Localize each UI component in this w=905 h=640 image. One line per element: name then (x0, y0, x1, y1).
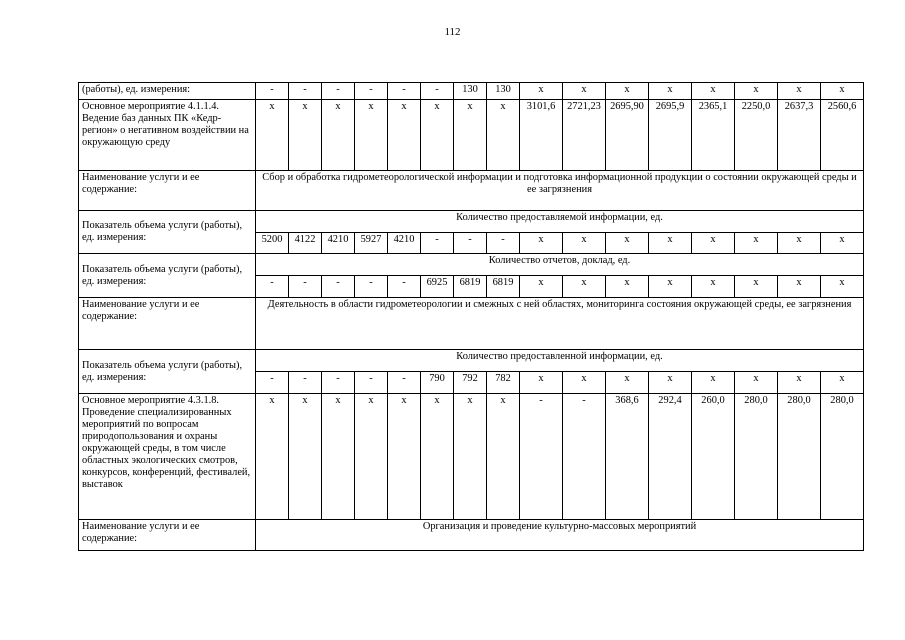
value-cell: x (355, 100, 388, 171)
value-cell: x (735, 276, 778, 298)
value-cell: - (520, 394, 563, 520)
value-cell: x (821, 83, 864, 100)
value-cell: x (821, 372, 864, 394)
value-cell: 280,0 (778, 394, 821, 520)
service-description: Организация и проведение культурно-массовых мероприятий (256, 520, 864, 551)
value-cell: x (322, 100, 355, 171)
value-cell: x (649, 372, 692, 394)
value-cell: x (735, 83, 778, 100)
value-cell: - (355, 276, 388, 298)
value-cell: x (606, 83, 649, 100)
page-number: 112 (444, 26, 461, 38)
value-cell: 280,0 (821, 394, 864, 520)
value-cell: x (692, 83, 735, 100)
value-cell: x (821, 276, 864, 298)
value-cell: 260,0 (692, 394, 735, 520)
value-cell: x (256, 100, 289, 171)
value-cell: 4122 (289, 233, 322, 254)
value-cell: 790 (421, 372, 454, 394)
value-cell: x (778, 276, 821, 298)
row-label: Основное мероприятие 4.1.1.4. Ведение баз данных ПК «Кедр-регион» о негативном воздействии на окружающую среду (79, 100, 256, 171)
value-cell: - (388, 372, 421, 394)
value-cell: 6925 (421, 276, 454, 298)
value-cell: x (454, 100, 487, 171)
value-cell: x (778, 233, 821, 254)
value-cell: - (355, 83, 388, 100)
value-cell: x (692, 233, 735, 254)
value-cell: - (421, 83, 454, 100)
value-cell: 6819 (454, 276, 487, 298)
value-cell: 2721,23 (563, 100, 606, 171)
value-cell: 292,4 (649, 394, 692, 520)
value-cell: x (735, 372, 778, 394)
value-cell: 2637,3 (778, 100, 821, 171)
table-row (79, 394, 864, 520)
value-cell: - (322, 276, 355, 298)
value-cell: - (355, 372, 388, 394)
service-label: Наименование услуги и ее содержание: (79, 520, 256, 551)
value-cell: - (256, 83, 289, 100)
value-cell: 368,6 (606, 394, 649, 520)
value-cell: x (355, 394, 388, 520)
value-cell: - (322, 372, 355, 394)
value-cell: - (388, 83, 421, 100)
value-cell: x (649, 276, 692, 298)
value-cell: x (735, 233, 778, 254)
service-row (79, 520, 864, 551)
value-cell: - (388, 276, 421, 298)
value-cell: 5927 (355, 233, 388, 254)
value-cell: 2365,1 (692, 100, 735, 171)
value-cell: x (778, 83, 821, 100)
value-cell: x (487, 394, 520, 520)
value-cell: 280,0 (735, 394, 778, 520)
value-cell: x (692, 276, 735, 298)
table-row (79, 83, 864, 100)
value-cell: 6819 (487, 276, 520, 298)
value-cell: x (256, 394, 289, 520)
value-cell: x (821, 233, 864, 254)
value-cell: x (421, 394, 454, 520)
value-cell: 2695,90 (606, 100, 649, 171)
service-description: Деятельность в области гидрометеорологии и смежных с ней областях, мониторинга состояния окружающей среды, ее загрязнения (256, 298, 864, 350)
value-cell: x (454, 394, 487, 520)
indicator-label: Показатель объема услуги (работы), ед. измерения: (79, 211, 256, 254)
service-row (79, 171, 864, 211)
value-cell: - (563, 394, 606, 520)
row-label: Основное мероприятие 4.3.1.8. Проведение специализированных мероприятий по вопросам природопользования и охраны окружающей среды, в том числе областных экологических смотров, конкурсов, конференций, фестивалей, выставок (79, 394, 256, 520)
value-cell: x (289, 394, 322, 520)
services-table (78, 82, 864, 551)
value-cell: 5200 (256, 233, 289, 254)
value-cell: x (520, 233, 563, 254)
value-cell: x (520, 276, 563, 298)
value-cell: 4210 (322, 233, 355, 254)
value-cell: - (256, 276, 289, 298)
value-cell: x (606, 276, 649, 298)
value-cell: x (606, 372, 649, 394)
value-cell: x (520, 83, 563, 100)
value-cell: x (563, 233, 606, 254)
value-cell: x (606, 233, 649, 254)
indicator-header-row (79, 211, 864, 233)
value-cell: x (649, 233, 692, 254)
value-cell: x (388, 394, 421, 520)
value-cell: - (289, 276, 322, 298)
value-cell: - (487, 233, 520, 254)
value-cell: 130 (487, 83, 520, 100)
value-cell: 792 (454, 372, 487, 394)
value-cell: - (454, 233, 487, 254)
value-cell: 2250,0 (735, 100, 778, 171)
value-cell: x (520, 372, 563, 394)
value-cell: 2560,6 (821, 100, 864, 171)
indicator-header: Количество отчетов, доклад, ед. (256, 254, 864, 276)
value-cell: - (289, 372, 322, 394)
service-row (79, 298, 864, 350)
value-cell: - (289, 83, 322, 100)
value-cell: x (692, 372, 735, 394)
service-description: Сбор и обработка гидрометеорологической информации и подготовка информационной продукции о состоянии окружающей среды и ее загрязнения (256, 171, 864, 211)
value-cell: - (421, 233, 454, 254)
service-label: Наименование услуги и ее содержание: (79, 171, 256, 211)
value-cell: x (421, 100, 454, 171)
value-cell: - (322, 83, 355, 100)
service-label: Наименование услуги и ее содержание: (79, 298, 256, 350)
value-cell: x (388, 100, 421, 171)
indicator-header: Количество предоставленной информации, ед. (256, 350, 864, 372)
value-cell: 2695,9 (649, 100, 692, 171)
value-cell: x (563, 276, 606, 298)
value-cell: x (778, 372, 821, 394)
value-cell: x (563, 372, 606, 394)
indicator-header-row (79, 350, 864, 372)
indicator-label: Показатель объема услуги (работы), ед. измерения: (79, 350, 256, 394)
value-cell: 130 (454, 83, 487, 100)
indicator-label: Показатель объема услуги (работы), ед. измерения: (79, 254, 256, 298)
indicator-header-row (79, 254, 864, 276)
value-cell: x (649, 83, 692, 100)
value-cell: x (487, 100, 520, 171)
value-cell: 4210 (388, 233, 421, 254)
indicator-header: Количество предоставляемой информации, ед. (256, 211, 864, 233)
value-cell: - (256, 372, 289, 394)
value-cell: 782 (487, 372, 520, 394)
value-cell: x (563, 83, 606, 100)
value-cell: x (289, 100, 322, 171)
row-label: (работы), ед. измерения: (79, 83, 256, 100)
value-cell: x (322, 394, 355, 520)
value-cell: 3101,6 (520, 100, 563, 171)
table-row (79, 100, 864, 171)
